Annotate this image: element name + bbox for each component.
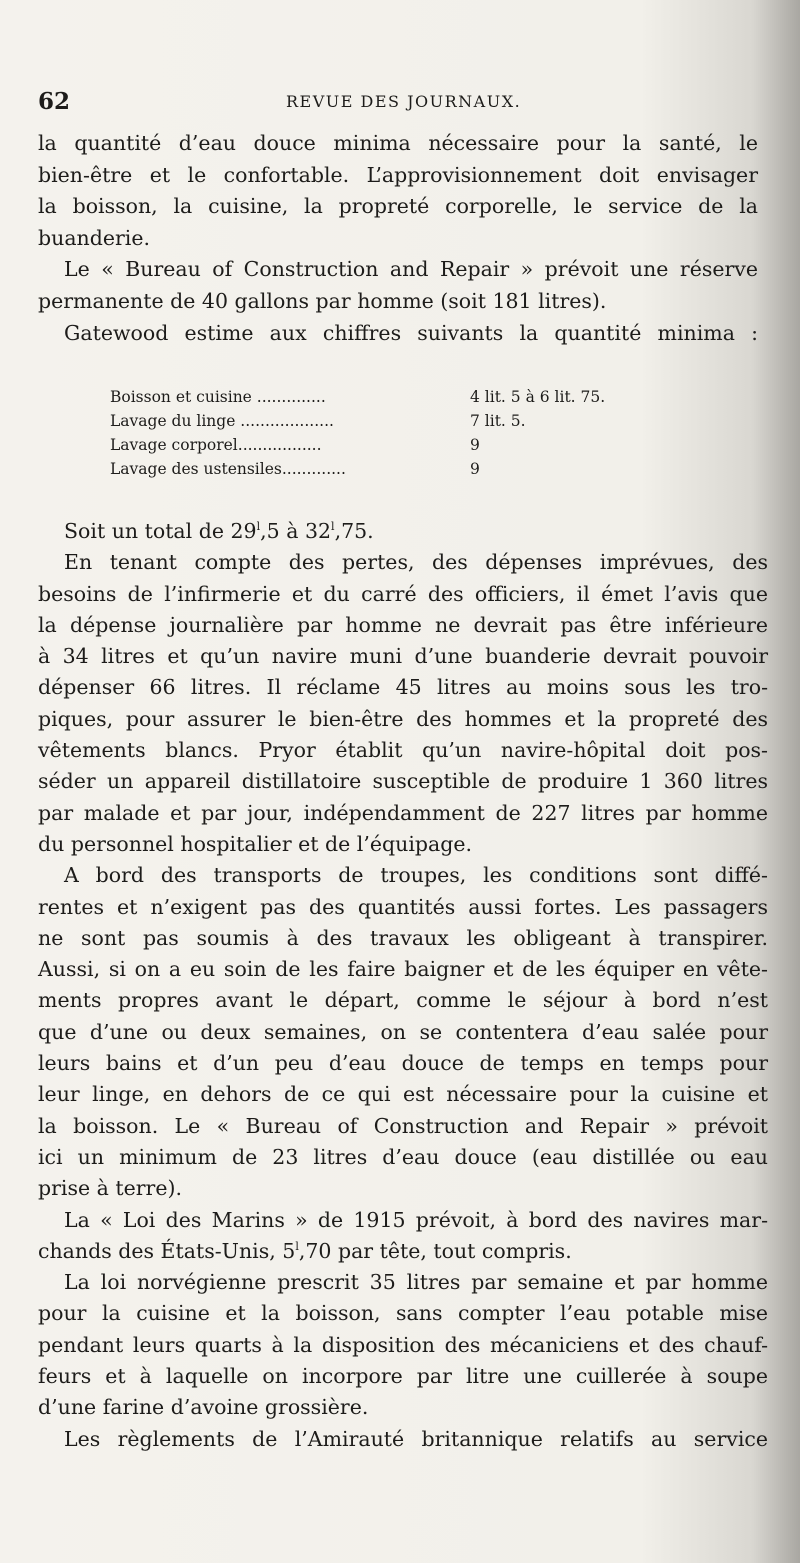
text-line: La loi norvégienne prescrit 35 litres par semaine et par homme: [64, 1270, 768, 1295]
text-line: pour la cuisine et la boisson, sans compter l’eau potable mise: [38, 1301, 768, 1326]
text-line: buanderie.: [38, 225, 151, 250]
text-line: séder un appareil distillatoire susceptible de produire 1 360 litres: [38, 769, 768, 794]
table-row-label: Lavage des ustensiles.............: [110, 460, 346, 478]
text-line: du personnel hospitalier et de l’équipage.: [38, 831, 472, 856]
text-line: Les règlements de l’Amirauté britannique relatifs au service: [64, 1426, 768, 1451]
text-line: [38, 1236, 768, 1267]
text-line: d’une farine d’avoine grossière.: [38, 1395, 369, 1420]
text-line: piques, pour assurer le bien-être des hommes et la propreté des: [38, 706, 768, 731]
text-line: leurs bains et d’un peu d’eau douce de temps en temps pour: [38, 1051, 768, 1076]
text-fragment: chands des États-Unis, 5: [38, 1238, 296, 1263]
table-row-label: Boisson et cuisine ..............: [110, 388, 326, 406]
running-head: REVUE DES JOURNAUX.: [286, 92, 522, 111]
text-line: ici un minimum de 23 litres d’eau douce (eau distillée ou eau: [38, 1144, 768, 1169]
text-line: prise à terre).: [38, 1176, 183, 1201]
text-line: La « Loi des Marins » de 1915 prévoit, à bord des navires mar-: [64, 1207, 768, 1232]
text-line: la boisson. Le « Bureau of Construction and Repair » prévoit: [38, 1113, 768, 1138]
total-prefix: Soit un total de 29: [64, 519, 257, 543]
text-line: Aussi, si on a eu soin de les faire baigner et de les équiper en vête-: [38, 957, 768, 982]
table-row-value: 4 lit. 5 à 6 lit. 75.: [470, 388, 606, 406]
text-line: vêtements blancs. Pryor établit qu’un navire-hôpital doit pos-: [38, 738, 768, 763]
text-line: besoins de l’infirmerie et du carré des officiers, il émet l’avis que: [38, 581, 768, 606]
text-line: Gatewood estime aux chiffres suivants la quantité minima :: [64, 320, 758, 345]
text-line: la dépense journalière par homme ne devrait pas être inférieure: [38, 612, 768, 637]
liter-superscript: l: [256, 520, 261, 534]
table-row: [110, 385, 710, 409]
text-line: la quantité d’eau douce minima nécessaire pour la santé, le: [38, 131, 758, 155]
text-line: pendant leurs quarts à la disposition des mécaniciens et des chauf-: [38, 1332, 768, 1357]
text-line: à 34 litres et qu’un navire muni d’une buanderie devrait pouvoir: [38, 644, 768, 669]
main-text: [38, 516, 768, 1455]
text-line: En tenant compte des pertes, des dépenses imprévues, des: [64, 550, 768, 575]
text-line: par malade et par jour, indépendamment de 227 litres par homme: [38, 800, 768, 825]
text-line: dépenser 66 litres. Il réclame 45 litres au moins sous les tro-: [38, 675, 768, 700]
text-line: ments propres avant le départ, comme le séjour à bord n’est: [38, 988, 768, 1013]
table-row-label: Lavage du linge ...................: [110, 412, 334, 430]
liter-superscript: l: [295, 1240, 299, 1253]
water-quantity-table: [110, 385, 710, 481]
text-line: que d’une ou deux semaines, on se contentera d’eau salée pour: [38, 1019, 768, 1044]
text-line: la boisson, la cuisine, la propreté corporelle, le service de la: [38, 194, 758, 219]
table-row: [110, 409, 710, 433]
text-line: leur linge, en dehors de ce qui est nécessaire pour la cuisine et: [38, 1082, 768, 1107]
page-header: [38, 88, 578, 118]
table-row: [110, 433, 710, 457]
text-line: ne sont pas soumis à des travaux les obligeant à transpirer.: [38, 925, 768, 950]
table-row-value: 9: [470, 436, 480, 454]
text-line: rentes et n’exigent pas des quantités aussi fortes. Les passagers: [38, 894, 768, 919]
liter-superscript: l: [331, 520, 335, 534]
table-row-value: 7 lit. 5.: [470, 412, 526, 430]
text-fragment: ,70 par tête, tout compris.: [298, 1238, 572, 1263]
table-row-label: Lavage corporel.................: [110, 436, 322, 454]
table-row: [110, 457, 710, 481]
text-line: bien-être et le confortable. L’approvisionnement doit envisager: [38, 162, 758, 187]
page-number: 62: [38, 88, 71, 115]
text-line: Le « Bureau of Construction and Repair » prévoit une réserve: [64, 257, 758, 282]
total-line: [38, 516, 768, 547]
intro-text: [38, 128, 758, 349]
total-suffix: ,75.: [334, 519, 374, 543]
text-line: A bord des transports de troupes, les conditions sont diffé-: [64, 863, 768, 888]
table-row-value: 9: [470, 460, 480, 478]
text-line: permanente de 40 gallons par homme (soit 181 litres).: [38, 288, 607, 313]
total-mid: ,5 à 32: [260, 519, 332, 543]
text-line: feurs et à laquelle on incorpore par litre une cuillerée à soupe: [38, 1364, 768, 1389]
